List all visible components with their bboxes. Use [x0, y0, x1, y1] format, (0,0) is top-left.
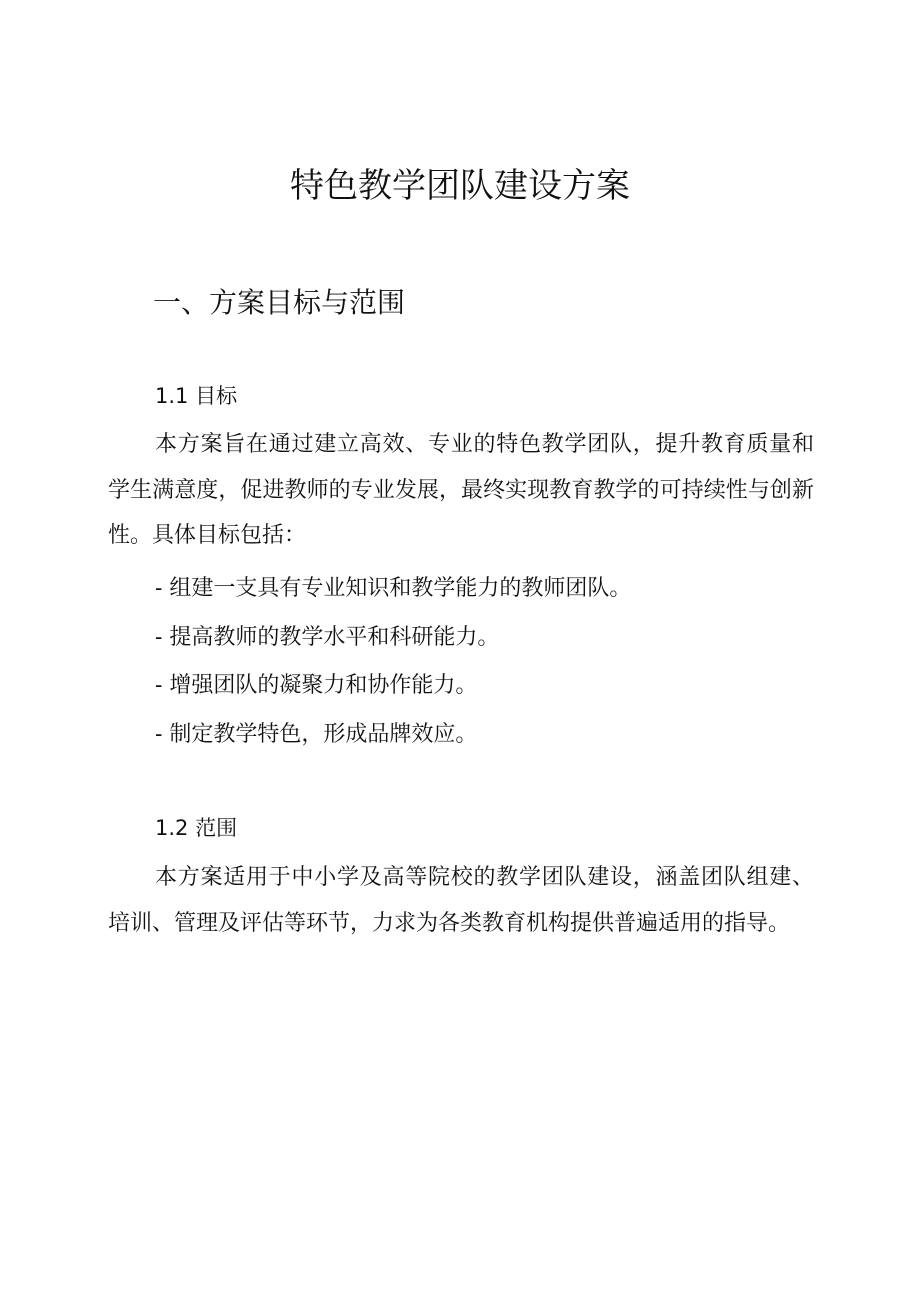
section-heading: 一、方案目标与范围: [153, 286, 406, 319]
list-item: - 组建一支具有专业知识和教学能力的教师团队。: [155, 576, 632, 601]
scope-paragraph: 本方案适用于中小学及高等院校的教学团队建设，涵盖团队组建、培训、管理及评估等环节，力求为各类教育机构提供普遍适用的指导。: [108, 865, 814, 936]
subsection-heading-goal: 1.1 目标: [155, 384, 238, 408]
goal-paragraph: 本方案旨在通过建立高效、专业的特色教学团队，提升教育质量和学生满意度，促进教师的专业发展，最终实现教育教学的可持续性与创新性。具体目标包括：: [108, 432, 814, 548]
document-title: 特色教学团队建设方案: [290, 166, 630, 206]
goal-list: [155, 565, 631, 759]
list-item: - 增强团队的凝聚力和协作能力。: [155, 673, 478, 698]
list-item: - 提高教师的教学水平和科研能力。: [155, 624, 500, 650]
subsection-heading-scope: 1.2 范围: [155, 816, 238, 840]
list-item: - 制定教学特色，形成品牌效应。: [155, 721, 478, 747]
